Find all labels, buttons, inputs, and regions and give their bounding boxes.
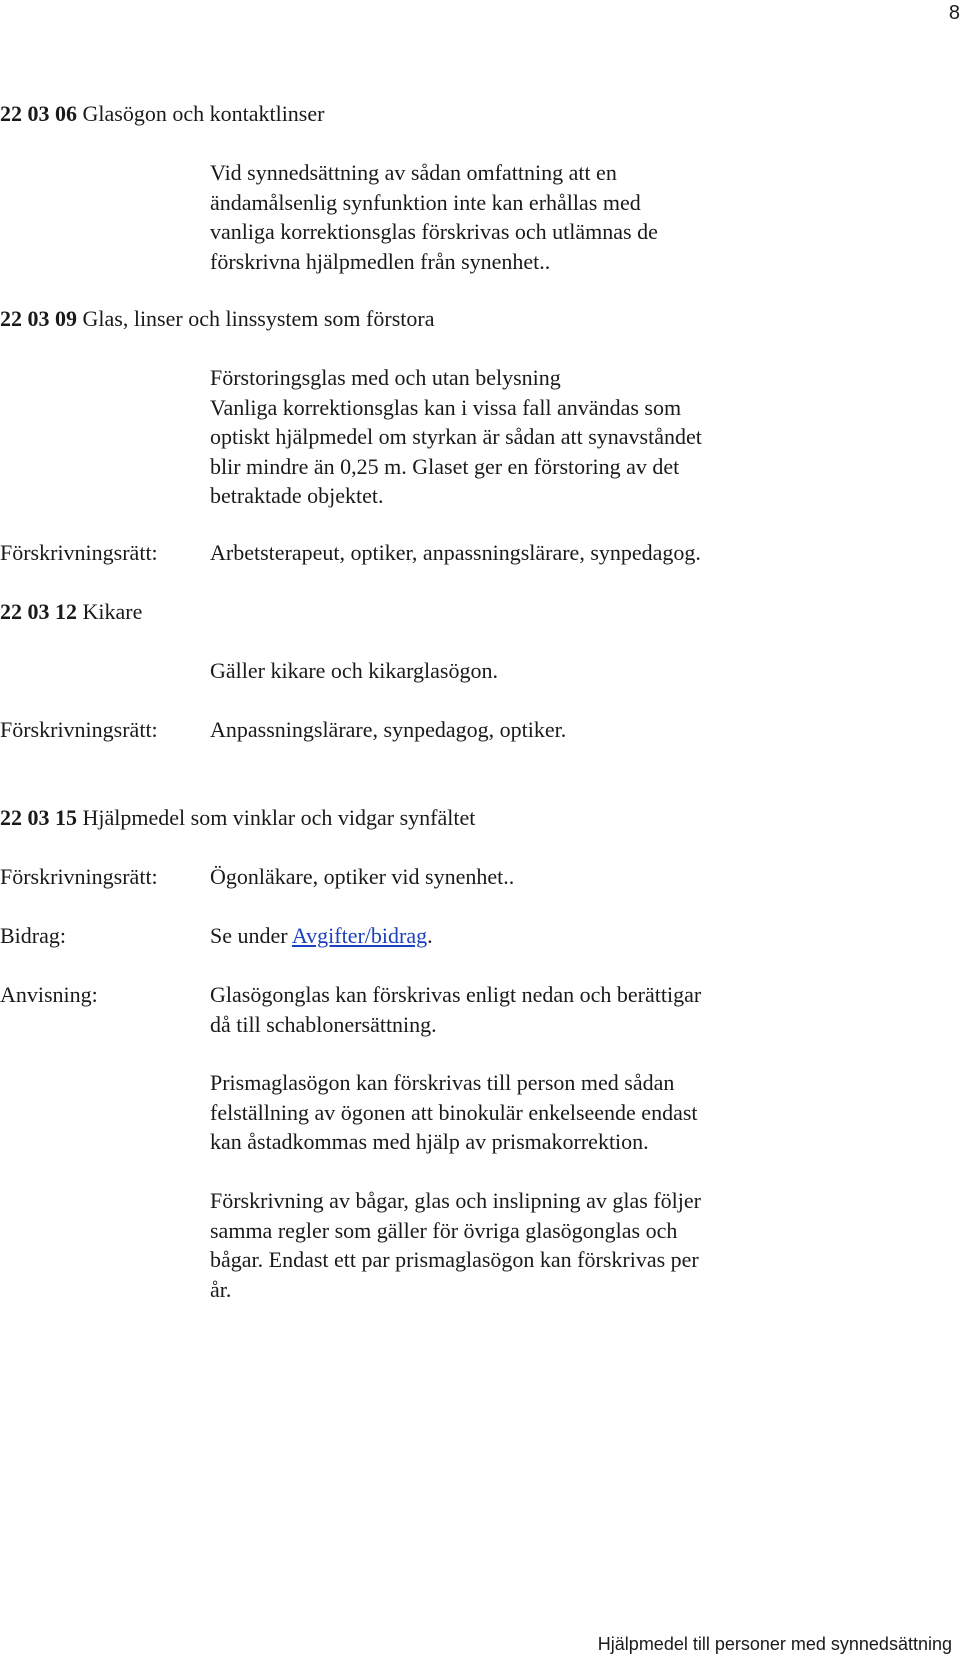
- prescription-value: [210, 715, 810, 745]
- section-heading-220315: [0, 803, 475, 832]
- instruction-line: felställning av ögonen att binokulär enkelseende endast: [210, 1099, 698, 1125]
- body-line: vanliga korrektionsglas förskrivas och utlämnas de: [210, 219, 658, 244]
- contribution-value: [210, 921, 810, 951]
- instruction-line: bågar. Endast ett par prismaglasögon kan förskrivas per: [210, 1247, 699, 1272]
- contribution-prefix: Se under: [210, 923, 292, 948]
- avgifter-bidrag-link[interactable]: Avgifter/bidrag: [291, 923, 428, 948]
- body-line: Gäller kikare och kikarglasögon.: [210, 658, 498, 683]
- footer-text: Hjälpmedel till personer med synnedsättning: [597, 1634, 952, 1654]
- body-line: ändamålsenlig synfunktion inte kan erhållas med: [210, 189, 641, 215]
- section-code: 22 03 09: [0, 306, 77, 331]
- body-line: blir mindre än 0,25 m. Glaset ger en förstoring av det: [210, 453, 680, 479]
- section-heading-220309: [0, 304, 434, 333]
- instruction-paragraph-2: [210, 1068, 810, 1157]
- page-number: 8: [948, 2, 960, 24]
- section-title: Glas, linser och linssystem som förstora: [82, 306, 435, 331]
- contribution-text: [210, 921, 810, 951]
- body-line: Vid synnedsättning av sådan omfattning att en: [210, 160, 617, 185]
- instruction-line: Glasögonglas kan förskrivas enligt nedan och berättigar: [210, 982, 702, 1007]
- prescription-label: Förskrivningsrätt:: [0, 540, 158, 565]
- section-body-220306: [210, 158, 810, 276]
- instruction-line: då till schablonersättning.: [210, 1011, 437, 1037]
- section-body-220312: [210, 656, 810, 686]
- contribution-suffix: .: [427, 923, 433, 948]
- instruction-line: Prismaglasögon kan förskrivas till person med sådan: [210, 1070, 675, 1095]
- instruction-line: Förskrivning av bågar, glas och inslipning av glas följer: [210, 1188, 701, 1213]
- prescription-text: Anpassningslärare, synpedagog, optiker.: [210, 717, 567, 742]
- instruction-line: år.: [210, 1276, 232, 1302]
- body-line: betraktade objektet.: [210, 483, 384, 508]
- section-title: Kikare: [82, 599, 143, 624]
- section-title: Hjälpmedel som vinklar och vidgar synfältet: [82, 805, 476, 830]
- body-line: Vanliga korrektionsglas kan i vissa fall användas som: [210, 394, 682, 420]
- prescription-label: Förskrivningsrätt:: [0, 717, 158, 742]
- instruction-paragraph-1: [210, 980, 810, 1039]
- section-code: 22 03 12: [0, 599, 77, 624]
- body-line: förskrivna hjälpmedlen från synenhet..: [210, 248, 551, 274]
- prescription-value: [210, 538, 810, 568]
- body-line: Förstoringsglas med och utan belysning: [210, 365, 561, 390]
- prescription-text: Ögonläkare, optiker vid synenhet..: [210, 864, 515, 889]
- prescription-label: Förskrivningsrätt:: [0, 864, 158, 889]
- section-heading-220306: [0, 99, 324, 128]
- instruction-line: samma regler som gäller för övriga glasögonglas och: [210, 1217, 678, 1243]
- section-code: 22 03 06: [0, 101, 77, 126]
- section-body-220309: [210, 363, 810, 511]
- instruction-label: Anvisning:: [0, 982, 98, 1007]
- prescription-text: Arbetsterapeut, optiker, anpassningslärare, synpedagog.: [210, 540, 701, 565]
- prescription-value: [210, 862, 810, 892]
- instruction-paragraph-3: [210, 1186, 810, 1304]
- section-code: 22 03 15: [0, 805, 77, 830]
- section-title: Glasögon och kontaktlinser: [82, 101, 325, 126]
- section-heading-220312: [0, 597, 142, 626]
- instruction-line: kan åstadkommas med hjälp av prismakorrektion.: [210, 1129, 649, 1154]
- body-line: optiskt hjälpmedel om styrkan är sådan att synavståndet: [210, 424, 702, 449]
- contribution-label: Bidrag:: [0, 923, 66, 948]
